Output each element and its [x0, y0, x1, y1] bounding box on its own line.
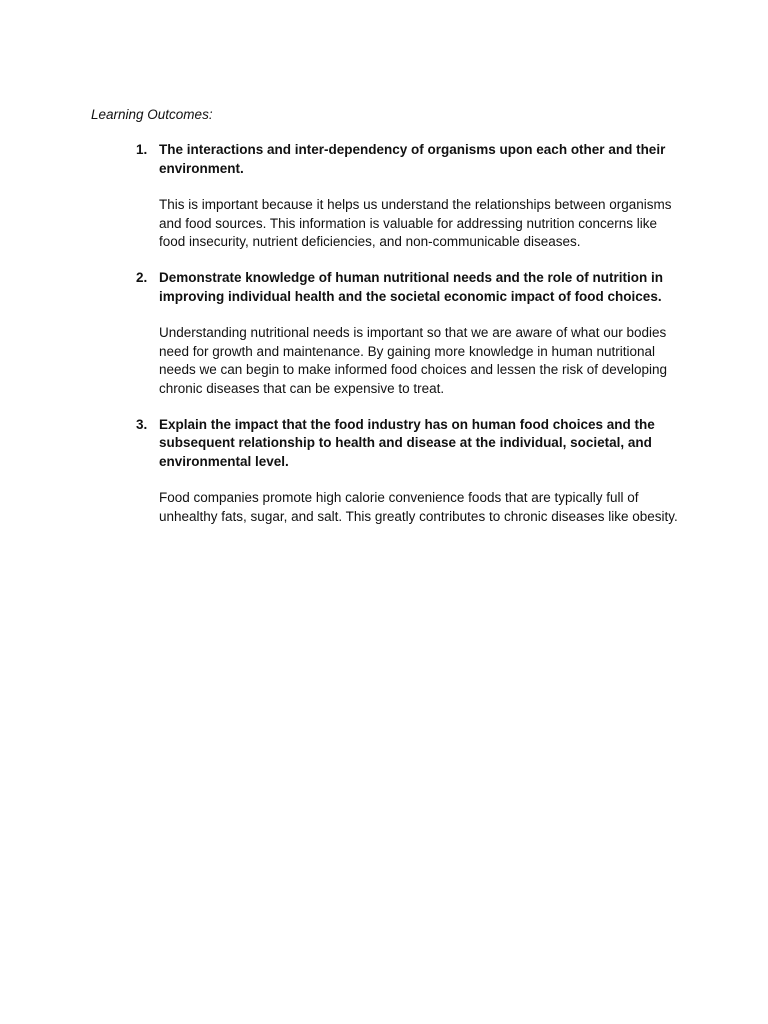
outcome-title: The interactions and inter-dependency of organisms upon each other and their environment. [159, 142, 666, 176]
outcome-title: Demonstrate knowledge of human nutritional needs and the role of nutrition in improving individual health and the societal economic impact of food choices. [159, 269, 664, 304]
list-item [136, 141, 681, 252]
section-heading: Learning Outcomes: [91, 107, 213, 122]
item-number: 3. [136, 416, 148, 432]
learning-outcomes-list [136, 141, 681, 544]
item-number: 2. [136, 269, 148, 285]
list-item [136, 269, 681, 399]
outcome-description: Food companies promote high calorie convenience foods that are typically full of unhealthy fats, sugar, and salt. This greatly contributes to chronic diseases like obesity. [159, 490, 678, 524]
outcome-description: This is important because it helps us understand the relationships between organisms and food sources. This information is valuable for addressing nutrition concerns like food insecurity, nutrient deficiencies, and non-communicable diseases. [159, 197, 672, 250]
item-number: 1. [136, 142, 148, 157]
outcome-description: Understanding nutritional needs is important so that we are aware of what our bodies need for growth and maintenance. By gaining more knowledge in human nutritional needs we can begin to make informed food choices and lessen the risk of developing chronic diseases that can be expensive to treat. [159, 325, 668, 396]
list-item [136, 416, 681, 527]
outcome-title: Explain the impact that the food industry has on human food choices and the subsequent relationship to health and disease at the individual, societal, and environmental level. [159, 416, 655, 469]
